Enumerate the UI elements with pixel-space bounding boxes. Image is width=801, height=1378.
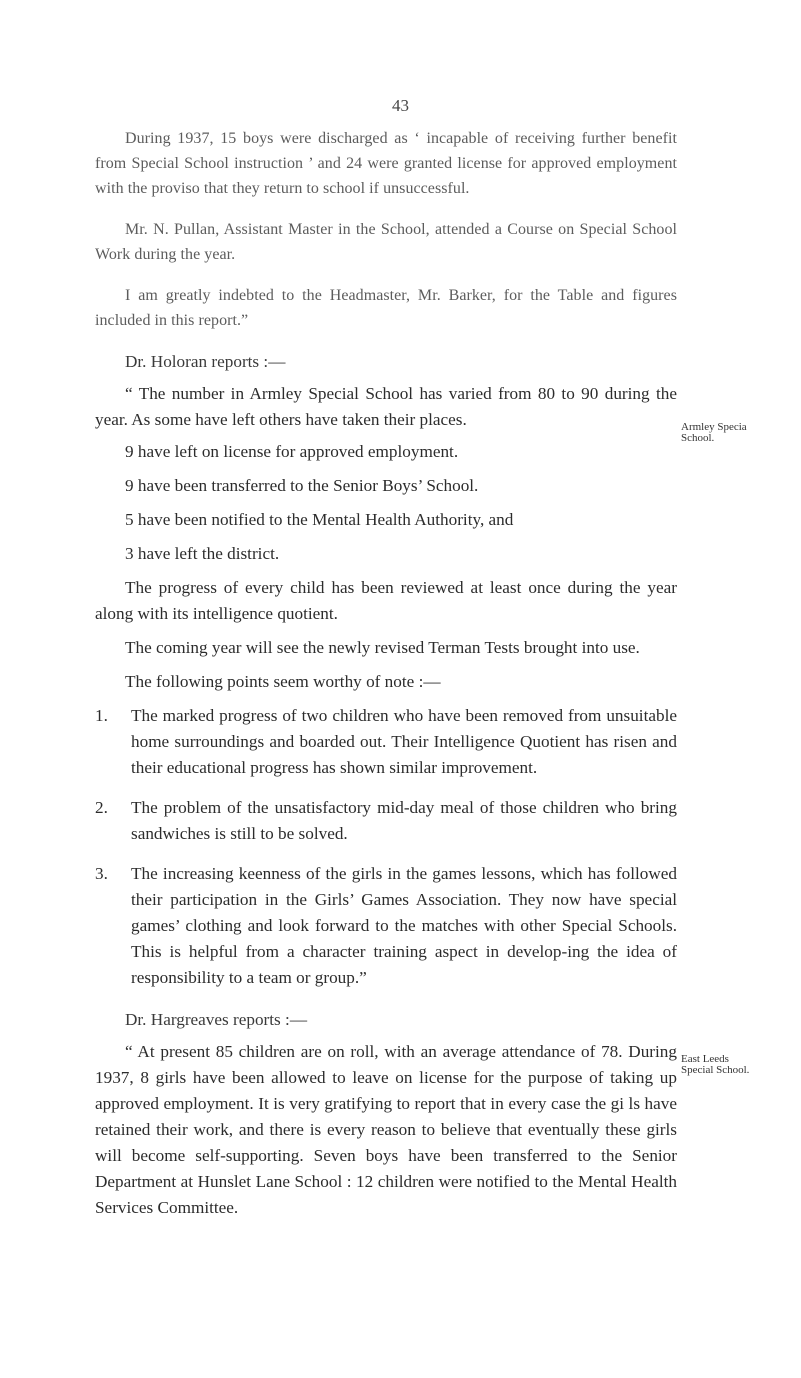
- margin-note-east-leeds-line2: Special School.: [681, 1064, 750, 1076]
- point-number: 3.: [95, 864, 108, 883]
- point-item: [95, 703, 677, 781]
- document-body: [95, 126, 677, 1237]
- east-leeds-paragraph: “ At present 85 children are on roll, with an average attendance of 78. During 1937, 8 girls have been allowed to leave on license for the purpose of taking up approved employment. It is very gratifying to report that in every case the gi ls have retained their work, and there is every reason to believe that eventually these girls will become self-supporting. Seven boys have been transferred to the Senior Department at Hunslet Lane School : 12 children were notified to the Mental Health Services Committee.: [95, 1042, 677, 1217]
- paragraph-acknowledgement: I am greatly indebted to the Headmaster, Mr. Barker, for the Table and figures included in this report.”: [95, 287, 677, 329]
- armley-left-district: 3 have left the district.: [125, 544, 280, 563]
- armley-transferred: 9 have been transferred to the Senior Boys’ School.: [125, 476, 479, 495]
- margin-note-armley-line2: School.: [681, 432, 715, 444]
- hargreaves-report-heading: Dr. Hargreaves reports :—: [125, 1010, 308, 1029]
- points-list: [95, 703, 677, 991]
- holoran-report-heading: Dr. Holoran reports :—: [125, 352, 286, 371]
- armley-left-license: 9 have left on license for approved employment.: [125, 442, 459, 461]
- points-intro: The following points seem worthy of note :—: [125, 672, 441, 691]
- paragraph-pullan-course: Mr. N. Pullan, Assistant Master in the School, attended a Course on Special School Work during the year.: [95, 221, 677, 263]
- margin-note-east-leeds-line1: East Leeds: [681, 1053, 729, 1065]
- armley-progress-review: The progress of every child has been reviewed at least once during the year along with its intelligence quotient.: [95, 578, 677, 623]
- point-item: [95, 795, 677, 847]
- point-number: 2.: [95, 798, 108, 817]
- margin-note-armley-line1: Armley Specia: [681, 421, 747, 433]
- point-number: 1.: [95, 706, 108, 725]
- point-item: [95, 861, 677, 991]
- point-text: The problem of the unsatisfactory mid-day meal of those children who bring sandwiches is still to be solved.: [131, 798, 677, 843]
- armley-numbers-paragraph: “ The number in Armley Special School has varied from 80 to 90 during the year. As some have left others have taken their places.: [95, 384, 677, 429]
- margin-note-east-leeds: [681, 1054, 749, 1076]
- point-text: The increasing keenness of the girls in the games lessons, which has followed their participation in the Girls’ Games Association. They now have special games’ clothing and look forward to the matches with other Special Schools. This is helpful from a character training aspect in develop-ing the idea of responsibility to a team or group.”: [131, 864, 677, 987]
- page-number: 43: [392, 96, 409, 115]
- paragraph-discharges: During 1937, 15 boys were discharged as ‘ incapable of receiving further benefit from Special School instruction ’ and 24 were granted license for approved employment with the proviso that they return to school if unsuccessful.: [95, 130, 677, 197]
- margin-note-armley: [681, 422, 747, 444]
- armley-terman-tests: The coming year will see the newly revised Terman Tests brought into use.: [125, 638, 640, 657]
- point-text: The marked progress of two children who have been removed from unsuitable home surroundings and boarded out. Their Intelligence Quotient has risen and their educational progress has shown similar improvement.: [131, 706, 677, 777]
- armley-notified: 5 have been notified to the Mental Health Authority, and: [125, 510, 514, 529]
